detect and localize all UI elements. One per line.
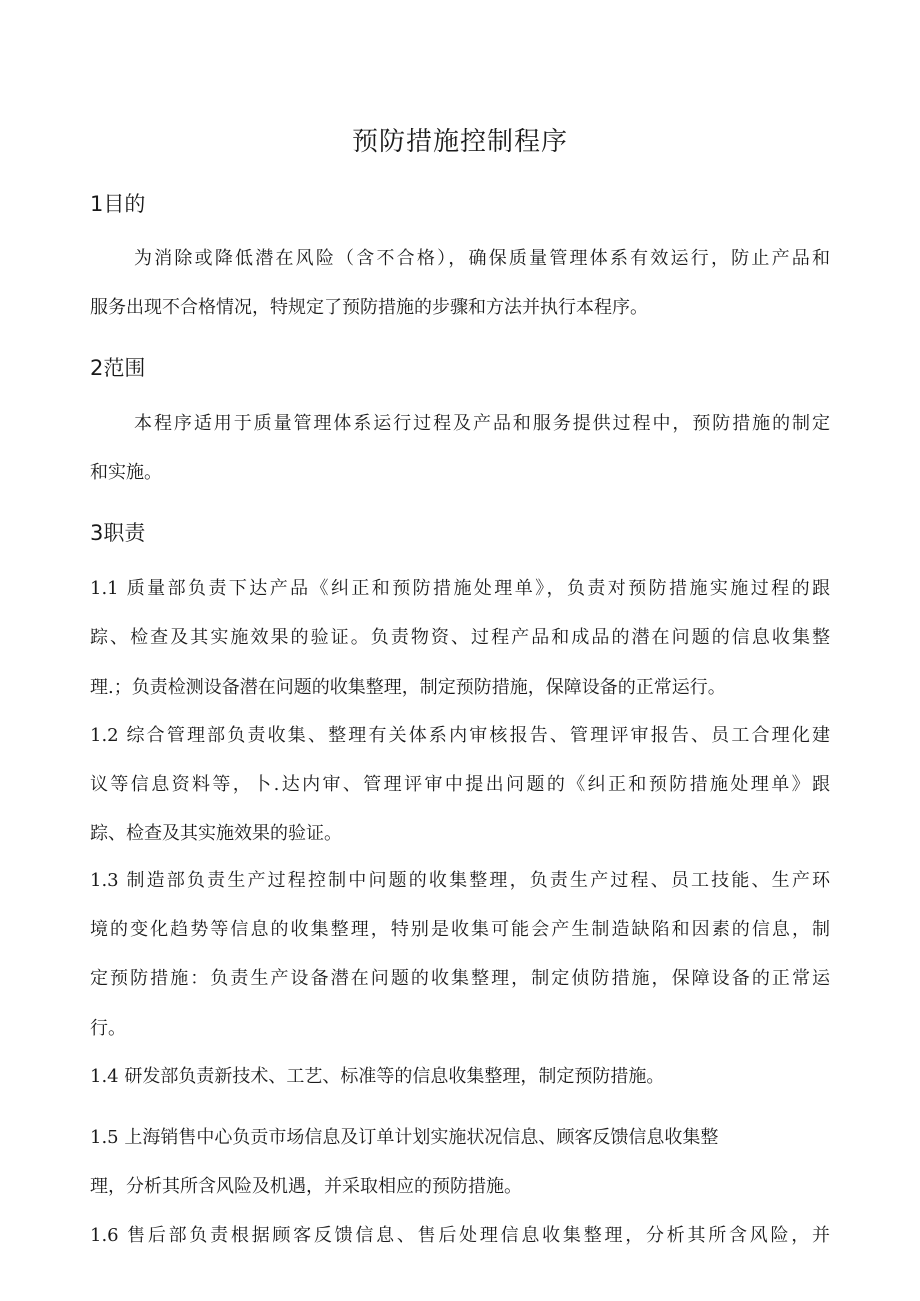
section-heading-responsibility: 3职责 xyxy=(90,521,146,545)
list-item-line: 1.1 质量部负责下达产品《纠正和预防措施处理单》，负责对预防措施实施过程的跟 xyxy=(90,578,830,599)
list-item-line: 议等信息资料等，卜.达内审、管理评审中提出问题的《纠正和预防措施处理单》跟 xyxy=(90,774,830,795)
list-item-line: 定预防措施：负责生产设备潜在问题的收集整理，制定侦防措施，保障设备的正常运 xyxy=(90,968,830,989)
list-item-line: 1.6 售后部负责根据顾客反馈信息、售后处理信息收集整理，分析其所含风险，并 xyxy=(90,1225,830,1246)
list-item-line: 踪、检查及其实施效果的验证。负责物资、过程产品和成品的潜在问题的信息收集整 xyxy=(90,627,830,648)
list-item-line: 踪、检查及其实施效果的验证。 xyxy=(90,823,342,844)
list-item-line: 1.5 上海销售中心负贡市场信息及订单计划实施状况信息、顾客反馈信息收集整 xyxy=(90,1127,719,1148)
list-item-line: 理.；负责检测设备潜在问题的收集整理，制定预防措施，保障设备的正常运行。 xyxy=(90,677,726,698)
page-title: 预防措施控制程序 xyxy=(351,127,568,157)
section-heading-purpose: 1目的 xyxy=(90,192,146,216)
paragraph-line: 为消除或降低潜在风险（含不合格），确保质量管理体系有效运行，防止产品和 xyxy=(134,248,830,269)
list-item-line: 1.4 研发部负责新技术、工艺、标准等的信息收集整理，制定预防措施。 xyxy=(90,1066,665,1087)
list-item-line: 行。 xyxy=(90,1018,126,1039)
paragraph-line: 服务出现不合格情况，特规定了预防措施的步骤和方法并执行本程序。 xyxy=(90,297,648,318)
section-heading-scope: 2范围 xyxy=(90,356,146,380)
paragraph-line: 和实施。 xyxy=(90,462,162,483)
list-item-line: 理，分析其所含风险及机遇，并采取相应的预防措施。 xyxy=(90,1176,522,1197)
paragraph-line: 本程序适用于质量管理体系运行过程及产品和服务提供过程中，预防措施的制定 xyxy=(134,413,830,434)
list-item-line: 1.2 综合管理部负责收集、整理有关体系内审核报告、管理评审报告、员工合理化建 xyxy=(90,725,830,746)
list-item-line: 境的变化趋势等信息的收集整理，特别是收集可能会产生制造缺陷和因素的信息，制 xyxy=(90,919,830,940)
list-item-line: 1.3 制造部负责生产过程控制中问题的收集整理，负责生产过程、员工技能、生产环 xyxy=(90,870,830,891)
